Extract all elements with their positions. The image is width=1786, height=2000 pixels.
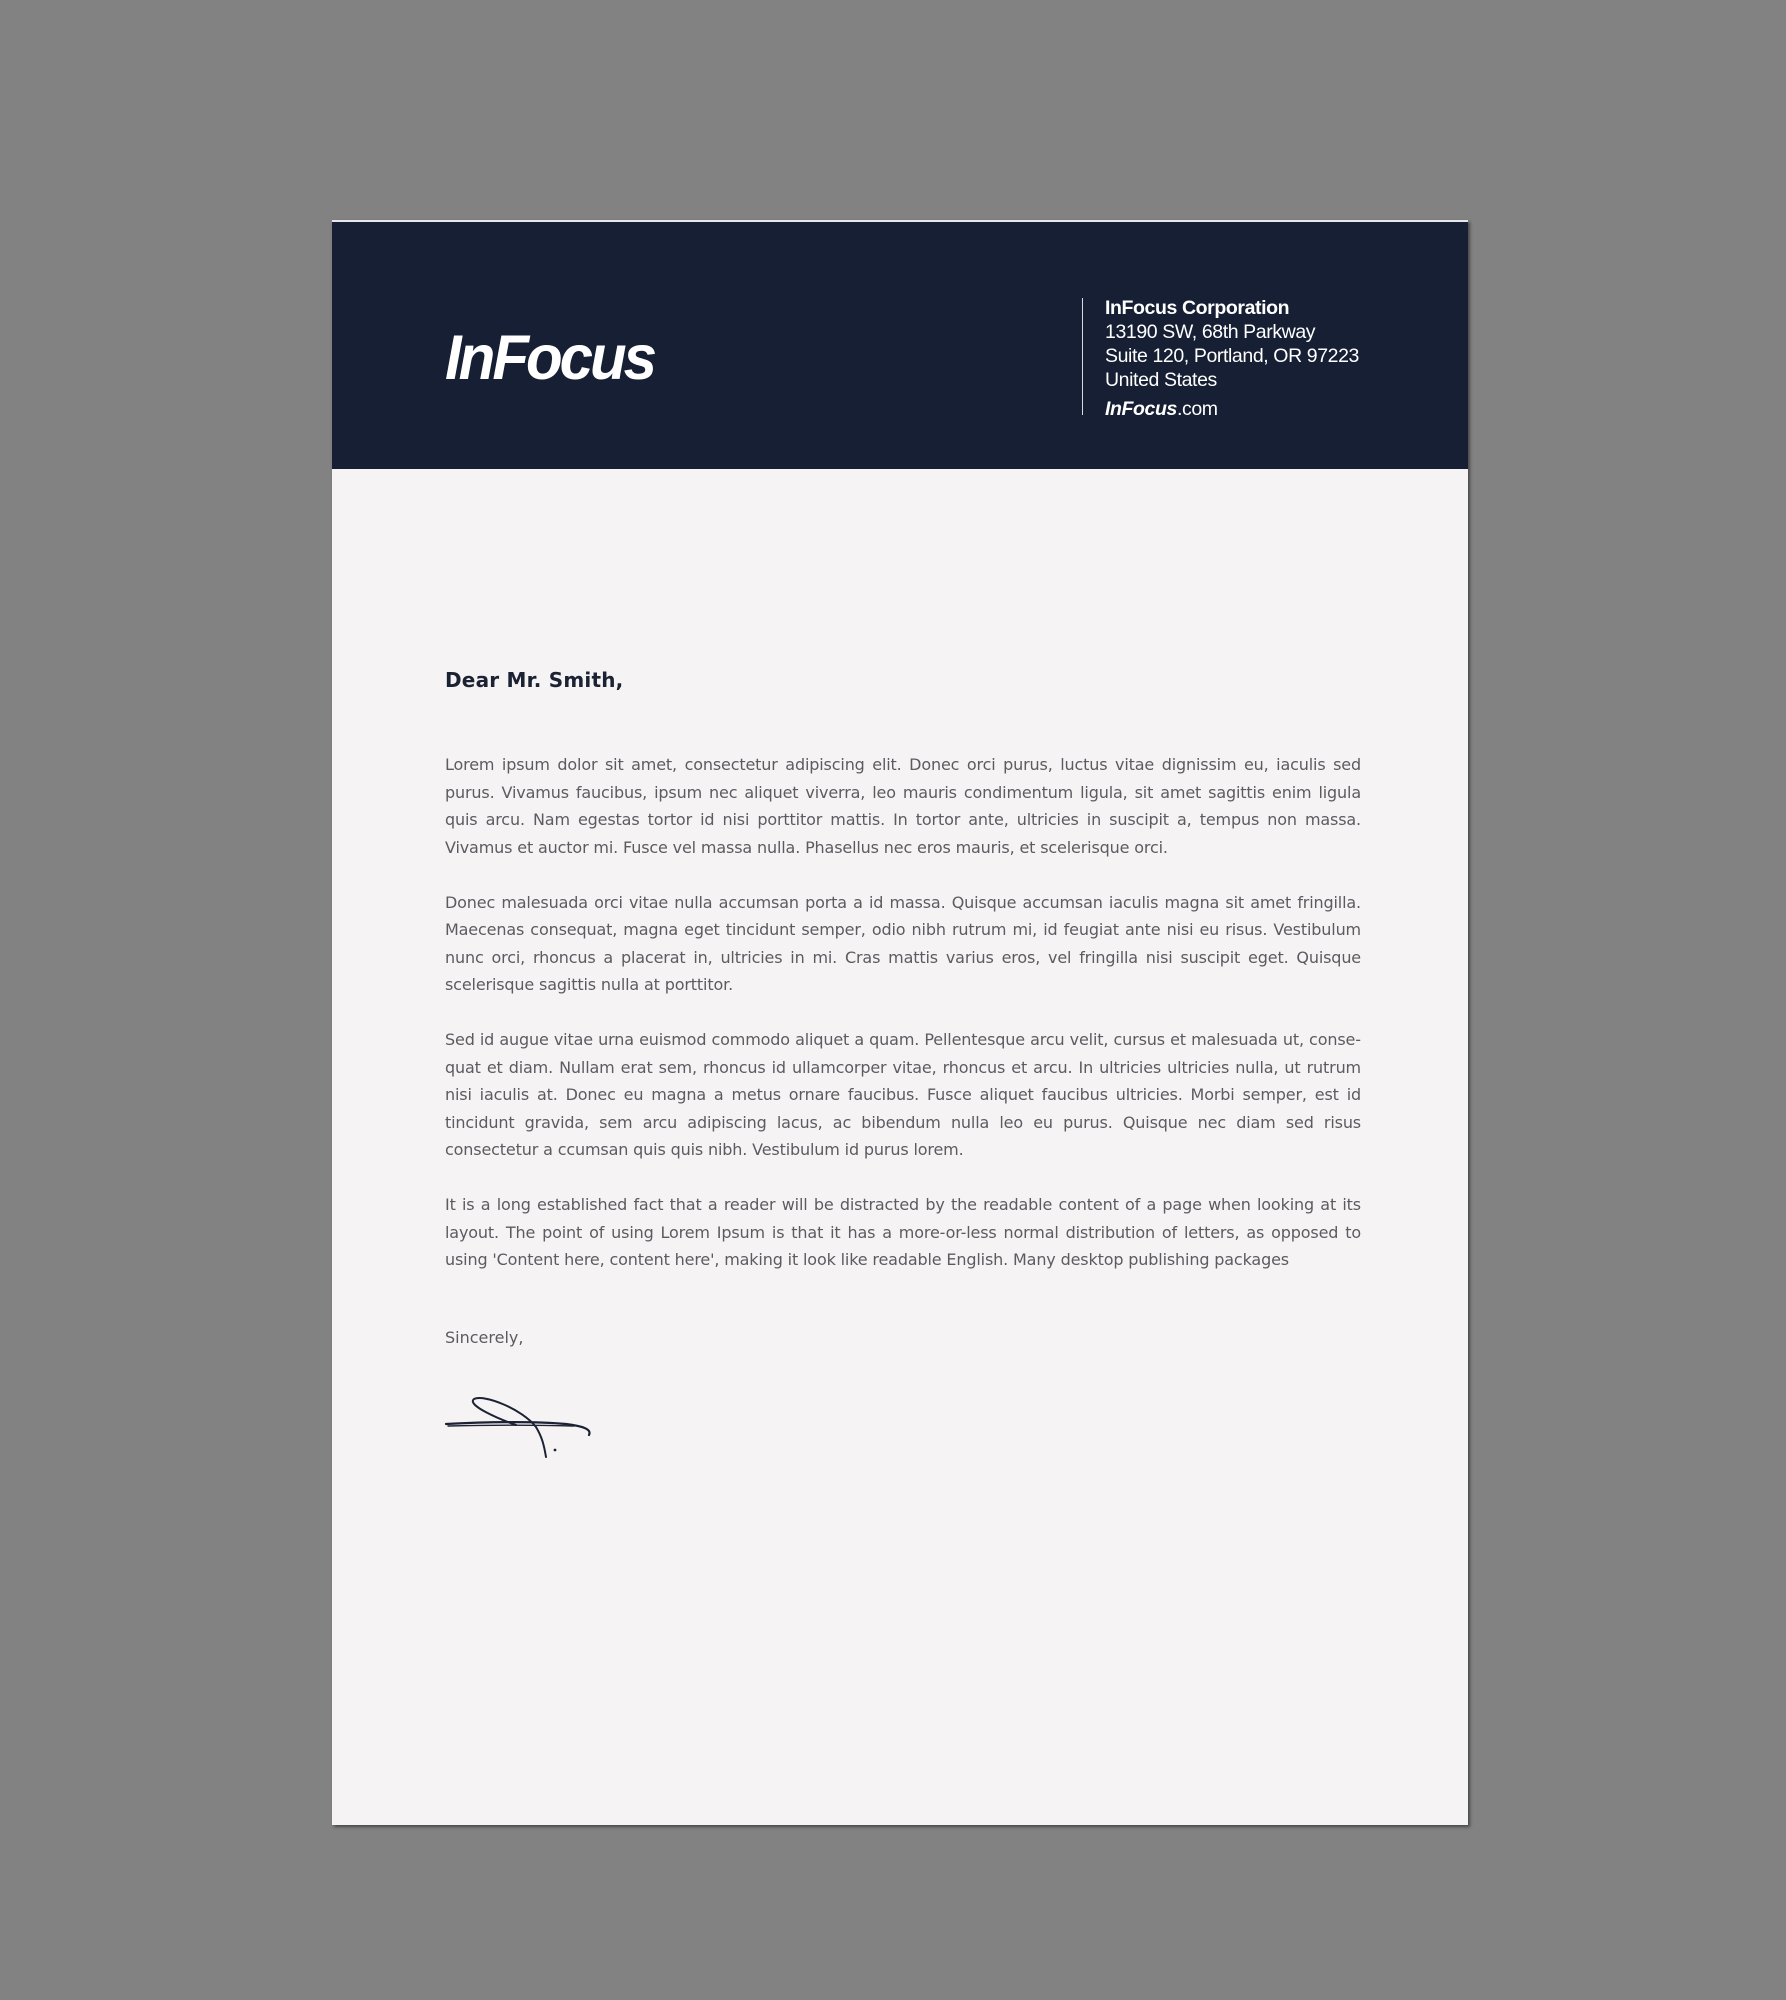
letter-closing: Sincerely,: [445, 1328, 524, 1347]
address-line-2: Suite 120, Portland, OR 97223: [1105, 345, 1359, 367]
company-website[interactable]: [1105, 397, 1359, 421]
letter-paragraph: Donec malesuada orci vitae nulla accumsan porta a id massa. Quisque accumsan iaculis magna sit amet fringilla. Maecenas consequat, magna eget tincidunt semper, odio nibh rutrum mi, id feugiat ante nisi eu risus. Vestibulum nunc orci, rhoncus a placerat in, ultricies in mi. Cras mattis varius eros, vel fringilla nisi suscipit eget. Quisque scelerisque sagittis nulla at porttitor.: [445, 892, 1361, 994]
letter-paragraph: Sed id augue vitae urna euismod commodo aliquet a quam. Pellentesque arcu velit, cursus et malesuada ut, consequat et diam. Nullam erat sem, rhoncus id ullamcorper vitae, rhoncus et arcu. In ultricies ultricies nulla, ut rutrum nisi iaculis at. Donec eu magna a metus ornare faucibus. Fusce aliquet faucibus ultricies. Morbi semper, est id tincidunt gravida, sem arcu adipiscing lacus, ac bibendum nulla leo eu purus. Quisque nec diam sed risus consectetur a ccumsan quis quis nibh. Vestibulum id purus lorem.: [445, 1030, 1361, 1159]
letterhead-header: [332, 222, 1468, 469]
website-suffix: .com: [1176, 398, 1218, 420]
letter-paragraph: Lorem ipsum dolor sit amet, consectetur adipiscing elit. Donec orci purus, luctus vitae dignissim eu, iaculis sed purus. Vivamus faucibus, ipsum nec aliquet viverra, leo mauris condimentum ligula, sit amet sagittis enim ligula quis arcu. Nam egestas tortor id nisi porttitor mattis. In tortor ante, ultricies in suscipit a, tempus non massa. Vivamus et auctor mi. Fusce vel massa nulla. Phasellus nec eros mauris, et scelerisque orci.: [445, 755, 1361, 857]
header-divider: [1082, 298, 1083, 415]
address-line-1: 13190 SW, 68th Parkway: [1105, 321, 1316, 343]
infocus-logo: InFocus: [445, 322, 655, 393]
website-brand: InFocus: [1105, 398, 1177, 420]
letter-paragraph: It is a long established fact that a reader will be distracted by the readable content of a page when looking at its layout. The point of using Lorem Ipsum is that it has a more-or-less normal distribution of letters, as opposed to using 'Content here, content here', making it look like readable English. Many desktop publishing packages: [445, 1195, 1361, 1269]
signature-icon: [444, 1395, 594, 1460]
letter-greeting: Dear Mr. Smith,: [445, 668, 624, 692]
company-name: InFocus Corporation: [1105, 297, 1290, 319]
company-address-block: [1105, 296, 1359, 421]
letterhead-page: [332, 220, 1468, 1825]
letter-body: [445, 751, 1361, 1301]
address-country: United States: [1105, 369, 1217, 391]
